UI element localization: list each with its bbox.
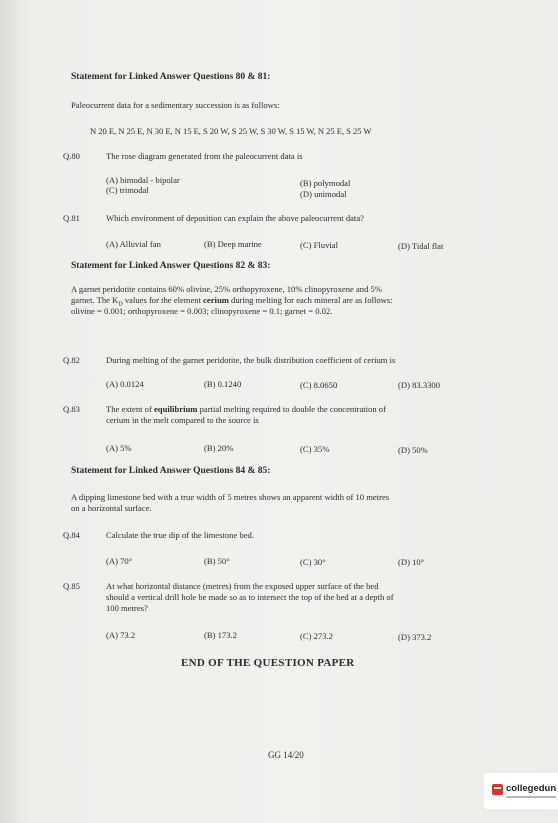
q83-option-c[interactable]: (C) 35% <box>300 444 330 454</box>
q84-option-b[interactable]: (B) 50° <box>204 556 230 566</box>
q81-number: Q.81 <box>63 213 80 223</box>
q85-question-line-3: 100 metres? <box>106 603 148 613</box>
q84-option-d[interactable]: (D) 10° <box>398 557 425 567</box>
linked-statement-80-81-heading: Statement for Linked Answer Questions 80 & 81: <box>71 72 271 82</box>
q85-option-b[interactable]: (B) 173.2 <box>204 630 237 640</box>
q81-option-d[interactable]: (D) Tidal flat <box>398 241 444 251</box>
q80-option-b[interactable]: (B) polymodal <box>300 178 351 188</box>
q85-option-a[interactable]: (A) 73.2 <box>106 630 136 640</box>
q82-question-text: During melting of the garnet peridotite, the bulk distribution coefficient of cerium is <box>106 355 396 365</box>
q80-option-c[interactable]: (C) trimodal <box>106 185 149 195</box>
q84-option-c[interactable]: (C) 30° <box>300 557 326 567</box>
q81-option-b[interactable]: (B) Deep marine <box>204 239 262 249</box>
q80-number: Q.80 <box>63 151 80 161</box>
q84-question-text: Calculate the true dip of the limestone bed. <box>106 530 254 540</box>
q80-question-text: The rose diagram generated from the paleocurrent data is <box>106 151 303 161</box>
limestone-line-1: A dipping limestone bed with a true width of 5 metres shows an apparent width of 10 metres <box>71 492 390 502</box>
q85-question-line-2: should a vertical drill hole be made so as to intersect the top of the bed at a depth of <box>106 592 394 602</box>
logo-text: collegedun <box>506 783 557 794</box>
logo-tagline-bar <box>506 796 556 798</box>
limestone-line-2: on a horizontal surface. <box>71 503 152 513</box>
q83-number: Q.83 <box>63 404 80 414</box>
q82-option-a[interactable]: (A) 0.0124 <box>106 379 144 389</box>
q80-option-d[interactable]: (D) unimodal <box>300 189 347 199</box>
paleocurrent-intro: Paleocurrent data for a sedimentary succession is as follows: <box>71 100 280 110</box>
q81-option-c[interactable]: (C) Fluvial <box>300 240 338 250</box>
q83-option-d[interactable]: (D) 50% <box>398 445 428 455</box>
q80-option-a[interactable]: (A) bimodal - bipolar <box>106 175 180 185</box>
q84-number: Q.84 <box>63 530 80 540</box>
q83-question-line-1: The extent of equilibrium partial melting required to double the concentration of <box>106 404 386 414</box>
q82-number: Q.82 <box>63 355 80 365</box>
page-code: GG 14/20 <box>268 750 304 760</box>
end-of-paper-title: END OF THE QUESTION PAPER <box>181 657 355 669</box>
q82-option-c[interactable]: (C) 8.0650 <box>300 380 338 390</box>
q83-question-line-2: cerium in the melt compared to the source is <box>106 415 259 425</box>
paleocurrent-data-line: N 20 E, N 25 E, N 30 E, N 15 E, S 20 W, S 25 W, S 30 W, S 15 W, N 25 E, S 25 W <box>90 126 372 136</box>
q81-option-a[interactable]: (A) Alluvial fan <box>106 239 161 249</box>
peridotite-line-2: garnet. The $K_D$ values for the element cerium during melting for each mineral are as follows: <box>71 295 393 308</box>
linked-statement-82-83-heading: Statement for Linked Answer Questions 82 & 83: <box>71 261 271 271</box>
q85-question-line-1: At what horizontal distance (metres) from the exposed upper surface of the bed <box>106 581 379 591</box>
q81-question-text: Which environment of deposition can explain the above paleocurrent data? <box>106 213 364 223</box>
q82-option-d[interactable]: (D) 83.3300 <box>398 380 441 390</box>
peridotite-line-1: A garnet peridotite contains 60% olivine, 25% orthopyroxene, 10% clinopyroxene and 5% <box>71 284 382 294</box>
linked-statement-84-85-heading: Statement for Linked Answer Questions 84 & 85: <box>71 466 271 476</box>
q83-option-b[interactable]: (B) 20% <box>204 443 234 453</box>
graduation-cap-icon <box>492 784 503 795</box>
q84-option-a[interactable]: (A) 70° <box>106 556 133 566</box>
q83-option-a[interactable]: (A) 5% <box>106 443 132 453</box>
peridotite-line-3: olivine = 0.001; orthopyroxene = 0.003; clinopyroxene = 0.1; garnet = 0.02. <box>71 306 333 316</box>
q85-option-c[interactable]: (C) 273.2 <box>300 631 333 641</box>
collegedunia-logo <box>484 773 558 809</box>
q85-option-d[interactable]: (D) 373.2 <box>398 632 432 642</box>
q82-option-b[interactable]: (B) 0.1240 <box>204 379 242 389</box>
q85-number: Q.85 <box>63 581 80 591</box>
